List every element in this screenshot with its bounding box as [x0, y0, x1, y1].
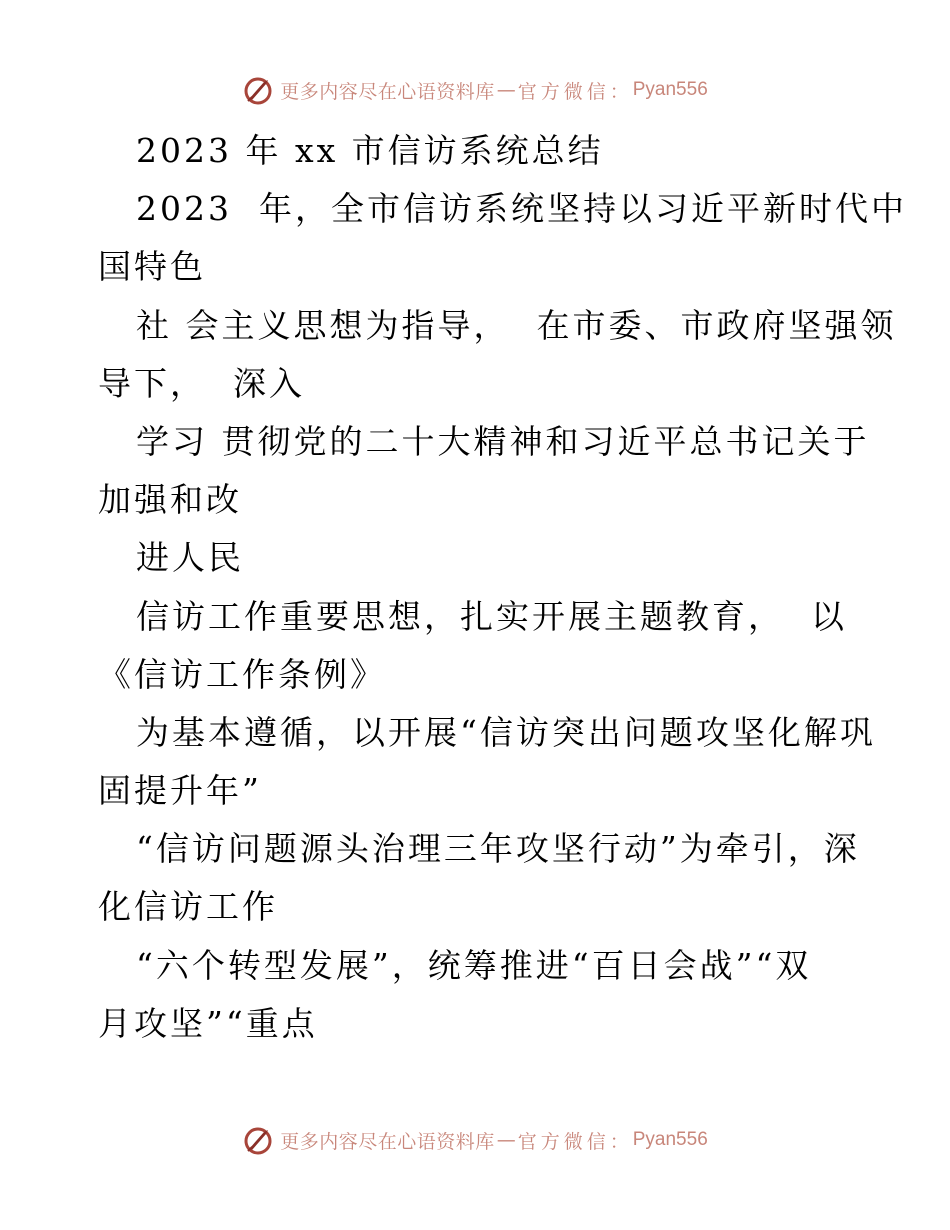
text-line: 信访工作重要思想，扎实开展主题教育， 以	[136, 596, 847, 636]
text-line: 学习 贯彻党的二十大精神和习近平总书记关于	[136, 421, 870, 461]
watermark-wechat-id: Pyan556	[632, 79, 708, 100]
watermark-dash: —	[496, 1129, 516, 1151]
watermark-label: 官方微信：	[517, 1130, 633, 1153]
header-watermark	[0, 70, 950, 110]
text-line: 《信访工作条例》	[98, 654, 386, 694]
watermark-label: 官方微信：	[517, 80, 633, 103]
text-line: 社 会主义思想为指导， 在市委、市政府坚强领	[136, 305, 897, 345]
text-line: 国特色	[98, 247, 206, 287]
footer-watermark	[0, 1120, 950, 1160]
text-line: 为基本遵循，以开展“信访突出问题攻坚化解巩	[136, 712, 876, 752]
watermark-site-text: 更多内容尽在心语资料库	[280, 80, 495, 103]
quill-logo-icon	[242, 1124, 274, 1156]
text-line: “六个转型发展”，统筹推进“百日会战”“双	[136, 945, 812, 985]
text-line: 2023 年，全市信访系统坚持以习近平新时代中	[136, 189, 907, 229]
watermark-site-text: 更多内容尽在心语资料库	[280, 1130, 495, 1153]
text-line: 导下， 深入	[98, 363, 305, 403]
watermark-dash: —	[496, 79, 516, 101]
text-line: 加强和改	[98, 480, 242, 520]
watermark-wechat-id: Pyan556	[632, 1129, 708, 1150]
text-line: 进人民	[136, 538, 244, 578]
text-line: 化信访工作	[98, 887, 278, 927]
text-line: 2023 年 xx 市信访系统总结	[136, 131, 604, 170]
document-body	[98, 122, 907, 1053]
text-line: 固提升年”	[98, 771, 262, 811]
quill-logo-icon	[242, 74, 274, 106]
text-line: “信访问题源头治理三年攻坚行动”为牵引，深	[136, 829, 860, 869]
text-line: 月攻坚”“重点	[98, 1003, 318, 1043]
